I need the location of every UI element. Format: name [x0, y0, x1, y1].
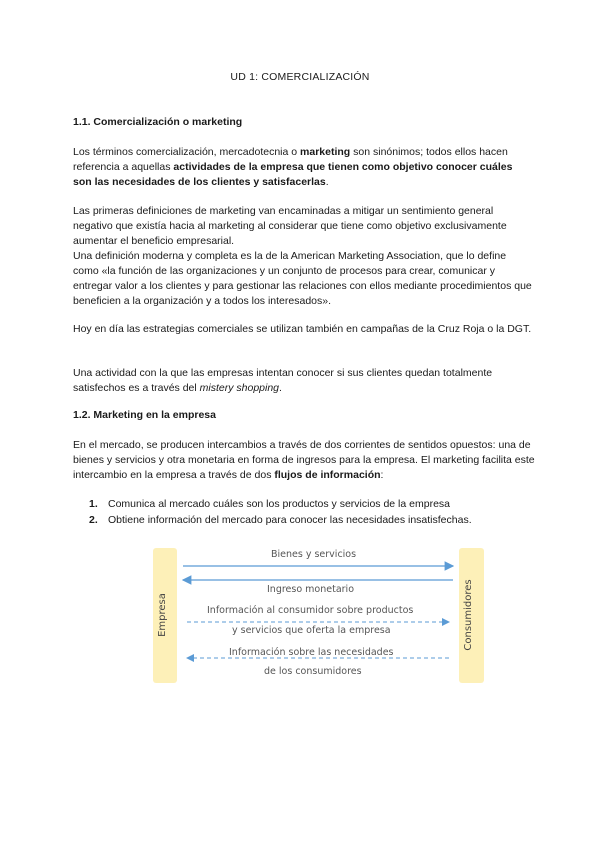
list-item [73, 512, 472, 528]
marketing-flows-diagram [153, 548, 484, 683]
p1-text-a: Los términos comercialización, mercadotecnia o [73, 146, 301, 158]
flow-money-label: Ingreso monetario [267, 584, 355, 595]
p1-text-c: son sinónimos; todos ellos hacen referencia a aquellas [73, 146, 508, 173]
flow-goods-label: Bienes y servicios [271, 549, 357, 560]
p5-italic: mistery shopping [199, 382, 280, 394]
p5-text-c: . [279, 382, 282, 394]
flow-info-from-consumer-line2: de los consumidores [264, 666, 362, 677]
section-2-heading: 1.2. Marketing en la empresa [73, 409, 216, 421]
list-item-number: 1. [89, 498, 98, 510]
paragraph-ama-definition: Una definición moderna y completa es la de la American Marketing Association, que lo define como «la función de las organizaciones y un conjunto de procesos para crear, comunicar y entregar valor a los clientes y para gestionar las relaciones con ellos mediante procedimientos que beneficien a la organización y a todos los interesados». [73, 250, 532, 307]
flow-info-to-consumer-line1: Información al consumidor sobre productos [207, 605, 414, 616]
paragraph-campaigns: Hoy en día las estrategias comerciales se utilizan también en campañas de la Cruz Roja o la DGT. [73, 323, 532, 335]
list-item-text: Obtiene información del mercado para conocer las necesidades insatisfechas. [108, 514, 472, 526]
p6-text-c: : [380, 469, 384, 481]
list-item [73, 496, 472, 512]
list-item-number: 2. [89, 514, 98, 526]
flow-info-from-consumer-line1: Información sobre las necesidades [229, 647, 394, 658]
paragraph-early-definitions: Las primeras definiciones de marketing van encaminadas a mitigar un sentimiento general negativo que existía hacia al marketing al considerar que tiene como objetivo exclusivamente aumentar el beneficio empresarial. [73, 205, 507, 247]
consumidores-label: Consumidores [463, 579, 474, 651]
flows-list [73, 496, 472, 528]
section-1-heading: 1.1. Comercialización o marketing [73, 116, 243, 128]
paragraph-definition [73, 145, 533, 190]
paragraph-mistery-shopping [73, 366, 533, 396]
p6-text-a: En el mercado, se producen intercambios a través de dos corrientes de sentidos opuestos: una de bienes y servicios y otra monetaria en forma de ingresos para la empresa. El marketing facilita este intercambio en la empresa a través de dos [73, 439, 535, 481]
flow-info-to-consumer-line2: y servicios que oferta la empresa [232, 625, 391, 636]
p5-text-a: Una actividad con la que las empresas intentan conocer si sus clientes quedan totalmente satisfechos es a través del [73, 367, 493, 394]
p1-bold-marketing: marketing [300, 146, 351, 158]
document-title: UD 1: COMERCIALIZACIÓN [230, 71, 370, 83]
p1-bold-objective: actividades de la empresa que tienen como objetivo conocer cuáles son las necesidades de los clientes y satisfacerlas [73, 161, 513, 188]
p6-bold-flows: flujos de información [274, 469, 381, 481]
empresa-label: Empresa [157, 593, 168, 637]
paragraph-market-exchanges [73, 438, 535, 483]
list-item-text: Comunica al mercado cuáles son los productos y servicios de la empresa [108, 498, 450, 510]
p1-text-e: . [325, 176, 329, 188]
